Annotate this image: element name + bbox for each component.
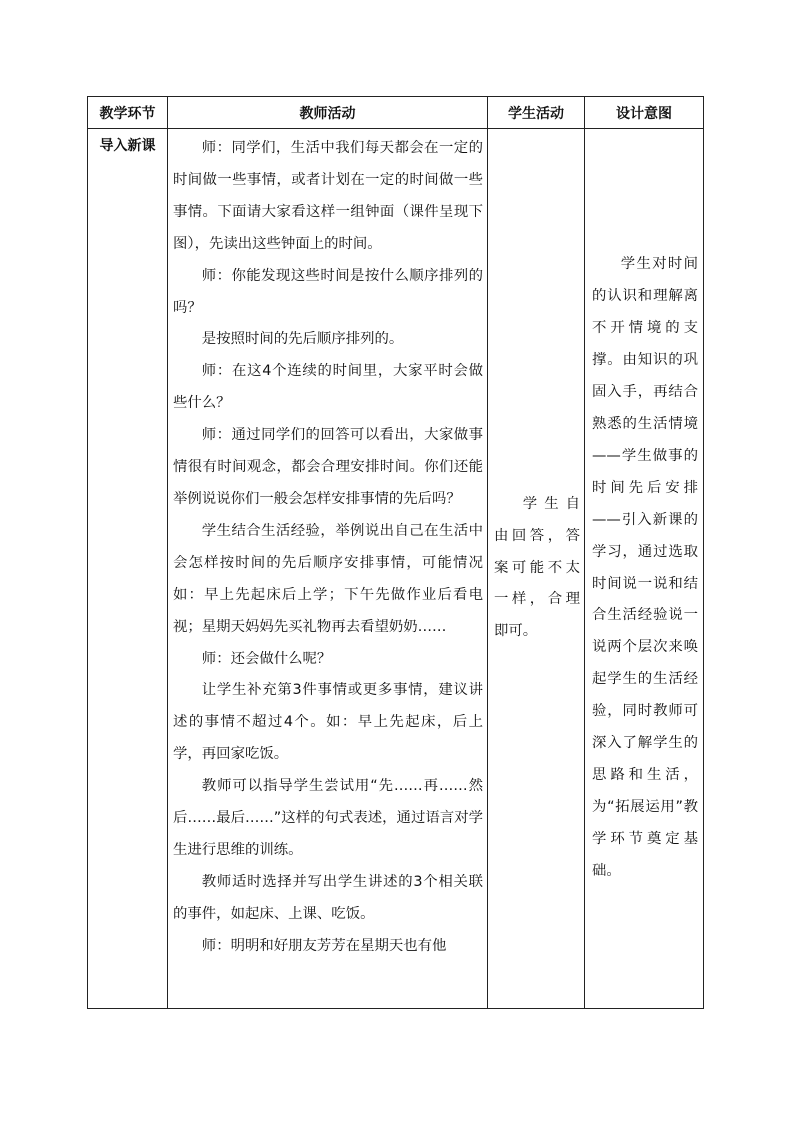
teacher-paragraph: 学生结合生活经验，举例说出自己在生活中会怎样按时间的先后顺序安排事情，可能情况如：早上先起床后上学；下午先做作业后看电视；星期天妈妈先买礼物再去看望奶奶……	[173, 522, 483, 635]
header-student-activity: 学生活动	[488, 97, 585, 129]
design-intent-cell	[585, 129, 704, 1009]
header-teacher-activity: 教师活动	[168, 97, 488, 129]
teacher-paragraph: 教师适时选择并写出学生讲述的3个相关联的事件，如起床、上课、吃饭。	[173, 873, 483, 922]
teacher-paragraph: 师：通过同学们的回答可以看出，大家做事情很有时间观念，都会合理安排时间。你们还能举例说说你们一般会怎样安排事情的先后吗？	[173, 427, 483, 507]
stage-cell: 导入新课	[88, 129, 168, 1009]
header-design-intent: 设计意图	[585, 97, 704, 129]
teacher-activity-cell	[168, 129, 488, 1009]
teacher-paragraph: 师：你能发现这些时间是按什么顺序排列的吗？	[173, 267, 483, 316]
lesson-plan-table	[87, 96, 704, 1009]
teacher-paragraph: 是按照时间的先后顺序排列的。	[201, 331, 404, 348]
teacher-paragraph: 师：在这4个连续的时间里，大家平时会做些什么？	[173, 363, 483, 412]
table-row	[88, 129, 704, 1009]
teacher-paragraph: 教师可以指导学生尝试用“先……再……然后……最后……”这样的句式表述，通过语言对学生进行思维的训练。	[173, 778, 483, 858]
teacher-paragraph: 让学生补充第3件事情或更多事情，建议讲述的事情不超过4个。如：早上先起床，后上学，再回家吃饭。	[173, 682, 483, 763]
teacher-paragraph: 师：同学们，生活中我们每天都会在一定的时间做一些事情，或者计划在一定的时间做一些事情。下面请大家看这样一组钟面（课件呈现下图），先读出这些钟面上的时间。	[173, 140, 483, 252]
design-intent-text: 学生对时间的认识和理解离不开情境的支撑。由知识的巩固入手，再结合熟悉的生活情境——学生做事的时间先后安排——引入新课的学习，通过选取时间说一说和结合生活经验说一说两个层次来唤起学生的生活经验，同时教师可深入了解学生的思路和生活，为“拓展运用”教学环节奠定基础。	[592, 256, 698, 879]
header-stage: 教学环节	[88, 97, 168, 129]
header-row	[88, 97, 704, 129]
teacher-paragraph: 师：明明和好朋友芳芳在星期天也有他	[201, 937, 447, 954]
student-activity-cell	[488, 129, 585, 1009]
teacher-paragraph: 师：还会做什么呢？	[201, 650, 332, 667]
student-activity-text: 学生自由回答，答案可能不太一样，合理即可。	[494, 495, 580, 640]
